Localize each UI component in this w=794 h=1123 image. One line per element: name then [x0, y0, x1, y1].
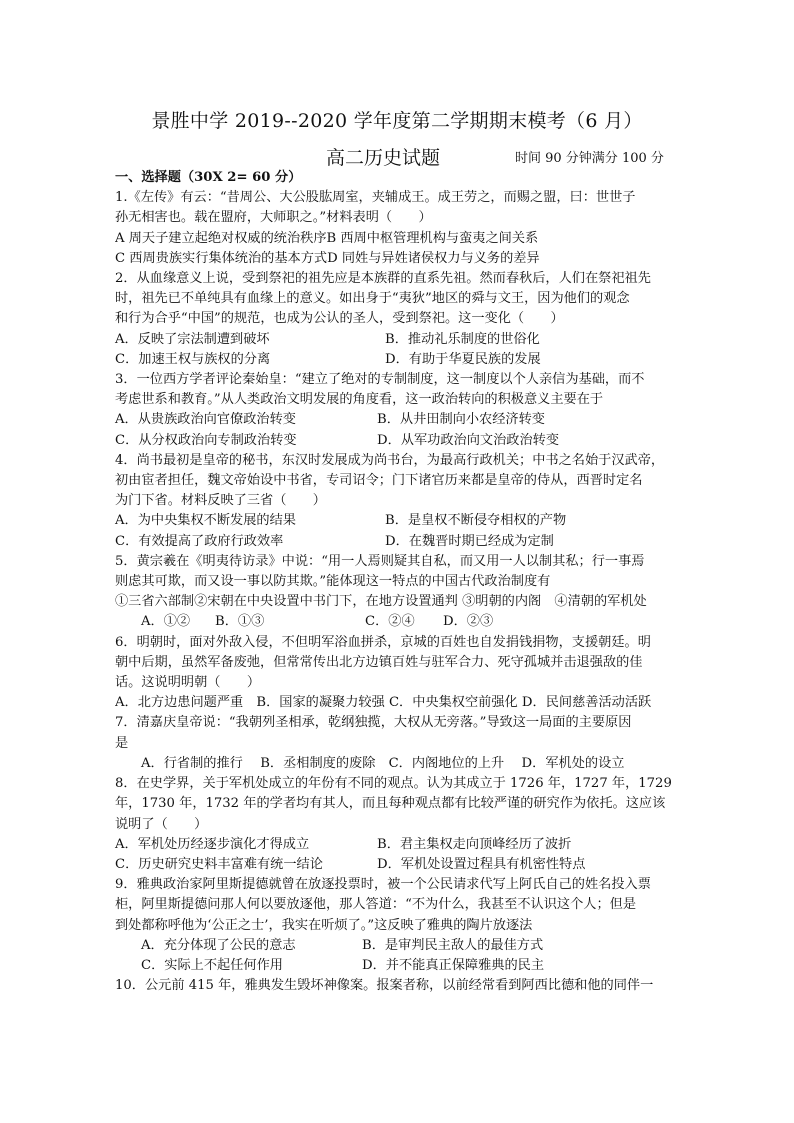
question-8-line-1: 8．在史学界，关于军机处成立的年份有不同的观点。认为其成立于 1726 年，1727 年，1729: [115, 776, 672, 792]
option-c[interactable]: C．加速王权与族权的分离: [115, 351, 271, 367]
question-5-line-3: ①三省六部制②宋朝在中央设置中书门下，在地方设置通判 ③明朝的内阁 ④清朝的军机处: [115, 594, 647, 610]
option-b[interactable]: B．君主集权走向顶峰经历了波折: [377, 836, 572, 852]
option-b[interactable]: B．是皇权不断侵夺相权的产物: [385, 513, 567, 529]
option-a[interactable]: A．军机处历经逐步演化才得成立: [115, 836, 310, 852]
option-d[interactable]: D 同姓与异姓诸侯权力与义务的差异: [327, 250, 540, 266]
option-c[interactable]: C．从分权政治向专制政治转变: [115, 432, 297, 448]
question-7-line-1: 7．清嘉庆皇帝说：“我朝列圣相承，乾纲独揽，大权从无旁落。”导致这一局面的主要原因: [115, 715, 632, 731]
question-9-options-ab: [115, 936, 683, 956]
question-1-options-ab: [115, 229, 683, 249]
time-info: 时间 90 分钟满分 100 分: [515, 151, 664, 166]
question-3-line-2: 考虑世系和教育。”从人类政治文明发展的角度看，这一政治转向的积极意义主要在于: [115, 392, 604, 408]
option-c[interactable]: C．实际上不起任何作用: [141, 957, 283, 973]
question-1-line-1: 1.《左传》有云：“昔周公、大公股肱周室，夹辅成王。成王劳之，而赐之盟，曰：世世子: [115, 190, 636, 206]
question-3-options-ab: [115, 410, 683, 430]
question-6-line-2: 朝中后期，虽然军备废弛，但常常传出北方边镇百姓与驻军合力、死守孤城并击退强敌的佳: [115, 654, 643, 670]
option-b[interactable]: B．①③: [215, 614, 265, 630]
option-b[interactable]: B 西周中枢管理机构与蛮夷之间关系: [326, 230, 539, 246]
question-4-options-ab: [115, 511, 683, 531]
question-5-options: [115, 612, 683, 632]
question-5-line-2: 则虑其可欺，而又设一事以防其欺。”能体现这一特点的中国古代政治制度有: [115, 574, 551, 590]
option-a[interactable]: A 周天子建立起绝对权威的统治秩序: [115, 230, 327, 246]
question-3-line-1: 3．一位西方学者评论秦始皇：“建立了绝对的专制制度，这一制度以个人亲信为基础，而不: [115, 372, 645, 388]
option-d[interactable]: D．军机处设置过程具有机密性特点: [377, 856, 586, 872]
question-10-line-1: 10．公元前 415 年，雅典发生毁坏神像案。报案者称，以前经常看到阿西比德和他的同伴一: [115, 978, 654, 994]
option-b[interactable]: B．推动礼乐制度的世俗化: [385, 331, 540, 347]
question-6-line-1: 6．明朝时，面对外敌入侵，不但明军浴血拼杀，京城的百姓也自发捐钱捐物，支援朝廷。明: [115, 634, 651, 650]
question-2-options-cd: [115, 350, 683, 370]
option-b[interactable]: B．从井田制向小农经济转变: [377, 412, 545, 428]
question-4-options-cd: [115, 532, 683, 552]
exam-title: 景胜中学 2019--2020 学年度第二学期期末模考（6 月）: [151, 110, 643, 132]
option-c[interactable]: C 西周贵族实行集体统治的基本方式: [115, 250, 328, 266]
option-a[interactable]: A．为中央集权不断发展的结果: [115, 513, 296, 529]
question-8-options-cd: [115, 855, 683, 875]
option-a[interactable]: A．充分体现了公民的意志: [141, 937, 296, 953]
option-d[interactable]: D．②③: [443, 614, 494, 630]
question-8-options-ab: [115, 835, 683, 855]
question-6-options[interactable]: A．北方边患问题严重 B．国家的凝聚力较强 C．中央集权空前强化 D．民间慈善活动活跃: [115, 695, 652, 711]
question-8-line-3: 说明了（ ）: [115, 816, 208, 832]
question-4-line-1: 4．尚书最初是皇帝的秘书，东汉时发展成为尚书台，为最高行政机关；中书之名始于汉武帝，: [115, 452, 665, 468]
question-7-options[interactable]: A．行省制的推行 B．丞相制度的废除 C．内阁地位的上升 D．军机处的设立: [141, 755, 625, 771]
question-6-line-3: 话。这说明明朝（ ）: [115, 675, 261, 691]
option-a[interactable]: A．①②: [141, 614, 191, 630]
question-1-line-2: 孙无相害也。载在盟府，大师职之。”材料表明（ ）: [115, 210, 432, 226]
question-1-options-cd: [115, 249, 683, 269]
option-d[interactable]: D．在魏晋时期已经成为定制: [385, 533, 554, 549]
exam-subtitle: 高二历史试题: [326, 147, 441, 169]
option-d[interactable]: D．有助于华夏民族的发展: [385, 351, 541, 367]
option-d[interactable]: D．从军功政治向文治政治转变: [377, 432, 560, 448]
question-4-line-3: 为门下省。材料反映了三省（ ）: [115, 493, 326, 509]
question-4-line-2: 初由宦者担任，魏文帝始设中书省，专司诏令；门下诸官历来都是皇帝的侍从，西晋时定名: [115, 473, 643, 489]
option-d[interactable]: D．并不能真正保障雅典的民主: [362, 957, 545, 973]
question-2-line-1: 2．从血缘意义上说，受到祭祀的祖先应是本族群的直系先祖。然而春秋后，人们在祭祀祖先: [115, 271, 651, 287]
question-2-line-3: 和行为合乎“中国”的规范，也成为公认的圣人，受到祭祀。这一变化（ ）: [115, 311, 564, 327]
question-9-options-cd: [115, 956, 683, 976]
question-list: [115, 168, 683, 996]
question-2-line-2: 时，祖先已不单纯具有血缘上的意义。如出身于“夷狄”地区的舜与文王，因为他们的观念: [115, 291, 630, 307]
question-7-line-2: 是: [115, 735, 129, 751]
question-9-line-3: 到处都称呼他为‘公正之士’，我实在听烦了。”这反映了雅典的陶片放逐法: [115, 917, 533, 933]
option-b[interactable]: B．是审判民主敌人的最佳方式: [362, 937, 544, 953]
question-9-line-1: 9．雅典政治家阿里斯提德就曾在放逐投票时，被一个公民请求代写上阿氏自己的姓名投入票: [115, 877, 651, 893]
option-a[interactable]: A．从贵族政治向官僚政治转变: [115, 412, 296, 428]
option-c[interactable]: C．②④: [365, 614, 415, 630]
question-8-line-2: 年，1730 年，1732 年的学者均有其人，而且每种观点都有比较严谨的研究作为依托。这应该: [115, 796, 666, 812]
question-2-options-ab: [115, 330, 683, 350]
option-c[interactable]: C．历史研究史料丰富难有统一结论: [115, 856, 323, 872]
option-a[interactable]: A．反映了宗法制遭到破坏: [115, 331, 270, 347]
question-3-options-cd: [115, 431, 683, 451]
question-5-line-1: 5．黄宗羲在《明夷待访录》中说：“用一人焉则疑其自私，而又用一人以制其私；行一事焉: [115, 553, 645, 569]
section-heading: 一、选择题（30X 2= 60 分）: [115, 170, 302, 185]
option-c[interactable]: C．有效提高了政府行政效率: [115, 533, 284, 549]
question-9-line-2: 柜，阿里斯提德问那人何以要放逐他，那人答道：“不为什么，我甚至不认识这个人；但是: [115, 897, 637, 913]
